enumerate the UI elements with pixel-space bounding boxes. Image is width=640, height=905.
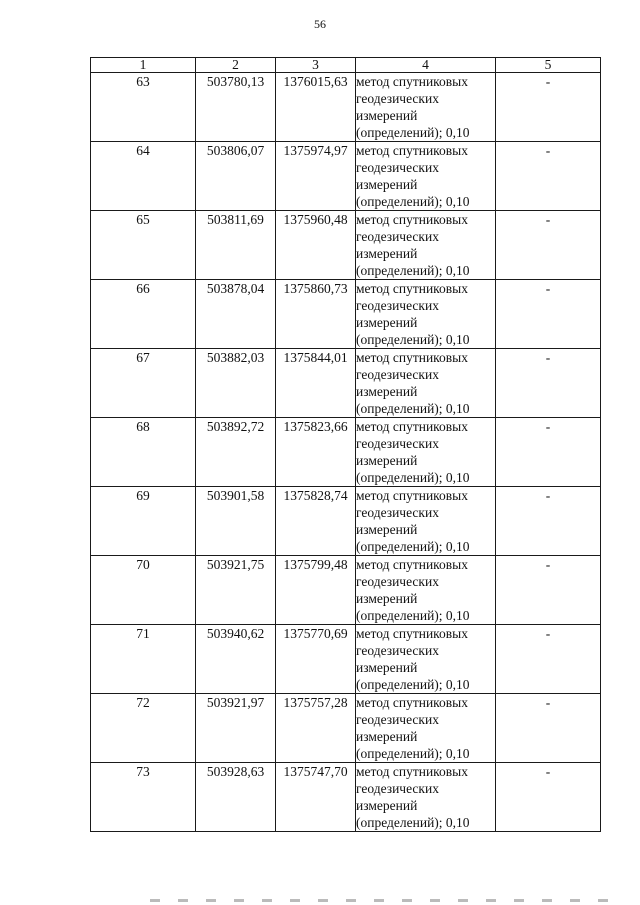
table-row bbox=[91, 211, 601, 280]
method-cell: метод спутниковых геодезических измерений (определений); 0,10 bbox=[356, 556, 496, 625]
point-number-cell: 73 bbox=[91, 763, 196, 832]
y-coordinate-cell: 1375770,69 bbox=[276, 625, 356, 694]
method-cell: метод спутниковых геодезических измерений (определений); 0,10 bbox=[356, 694, 496, 763]
x-coordinate-cell: 503780,13 bbox=[196, 73, 276, 142]
method-cell: метод спутниковых геодезических измерений (определений); 0,10 bbox=[356, 73, 496, 142]
method-cell: метод спутниковых геодезических измерений (определений); 0,10 bbox=[356, 142, 496, 211]
note-cell: - bbox=[496, 418, 601, 487]
table-row bbox=[91, 625, 601, 694]
point-number-cell: 71 bbox=[91, 625, 196, 694]
point-number-cell: 68 bbox=[91, 418, 196, 487]
table-row bbox=[91, 142, 601, 211]
x-coordinate-cell: 503928,63 bbox=[196, 763, 276, 832]
x-coordinate-cell: 503806,07 bbox=[196, 142, 276, 211]
y-coordinate-cell: 1375747,70 bbox=[276, 763, 356, 832]
point-number-cell: 70 bbox=[91, 556, 196, 625]
y-coordinate-cell: 1375974,97 bbox=[276, 142, 356, 211]
x-coordinate-cell: 503940,62 bbox=[196, 625, 276, 694]
header-col-5: 5 bbox=[496, 58, 601, 73]
table-row bbox=[91, 73, 601, 142]
method-cell: метод спутниковых геодезических измерений (определений); 0,10 bbox=[356, 625, 496, 694]
method-cell: метод спутниковых геодезических измерений (определений); 0,10 bbox=[356, 763, 496, 832]
x-coordinate-cell: 503878,04 bbox=[196, 280, 276, 349]
note-cell: - bbox=[496, 487, 601, 556]
method-cell: метод спутниковых геодезических измерений (определений); 0,10 bbox=[356, 349, 496, 418]
y-coordinate-cell: 1375823,66 bbox=[276, 418, 356, 487]
point-number-cell: 67 bbox=[91, 349, 196, 418]
point-number-cell: 72 bbox=[91, 694, 196, 763]
point-number-cell: 69 bbox=[91, 487, 196, 556]
method-cell: метод спутниковых геодезических измерений (определений); 0,10 bbox=[356, 487, 496, 556]
y-coordinate-cell: 1375799,48 bbox=[276, 556, 356, 625]
note-cell: - bbox=[496, 763, 601, 832]
y-coordinate-cell: 1375844,01 bbox=[276, 349, 356, 418]
x-coordinate-cell: 503921,97 bbox=[196, 694, 276, 763]
y-coordinate-cell: 1375860,73 bbox=[276, 280, 356, 349]
table-header-row bbox=[91, 58, 601, 73]
table-row bbox=[91, 349, 601, 418]
y-coordinate-cell: 1375960,48 bbox=[276, 211, 356, 280]
note-cell: - bbox=[496, 694, 601, 763]
header-col-4: 4 bbox=[356, 58, 496, 73]
x-coordinate-cell: 503811,69 bbox=[196, 211, 276, 280]
x-coordinate-cell: 503892,72 bbox=[196, 418, 276, 487]
y-coordinate-cell: 1375757,28 bbox=[276, 694, 356, 763]
y-coordinate-cell: 1375828,74 bbox=[276, 487, 356, 556]
y-coordinate-cell: 1376015,63 bbox=[276, 73, 356, 142]
table-row bbox=[91, 694, 601, 763]
note-cell: - bbox=[496, 625, 601, 694]
table-row bbox=[91, 280, 601, 349]
x-coordinate-cell: 503882,03 bbox=[196, 349, 276, 418]
point-number-cell: 66 bbox=[91, 280, 196, 349]
header-col-1: 1 bbox=[91, 58, 196, 73]
page-number: 56 bbox=[314, 17, 326, 31]
note-cell: - bbox=[496, 142, 601, 211]
table-row bbox=[91, 556, 601, 625]
note-cell: - bbox=[496, 349, 601, 418]
x-coordinate-cell: 503921,75 bbox=[196, 556, 276, 625]
note-cell: - bbox=[496, 73, 601, 142]
table-row bbox=[91, 418, 601, 487]
point-number-cell: 65 bbox=[91, 211, 196, 280]
header-col-3: 3 bbox=[276, 58, 356, 73]
method-cell: метод спутниковых геодезических измерений (определений); 0,10 bbox=[356, 280, 496, 349]
coordinates-table bbox=[90, 57, 601, 832]
note-cell: - bbox=[496, 280, 601, 349]
note-cell: - bbox=[496, 211, 601, 280]
table-row bbox=[91, 763, 601, 832]
table-row bbox=[91, 487, 601, 556]
footer-scan-artifact bbox=[150, 899, 610, 902]
note-cell: - bbox=[496, 556, 601, 625]
method-cell: метод спутниковых геодезических измерений (определений); 0,10 bbox=[356, 418, 496, 487]
point-number-cell: 63 bbox=[91, 73, 196, 142]
point-number-cell: 64 bbox=[91, 142, 196, 211]
method-cell: метод спутниковых геодезических измерений (определений); 0,10 bbox=[356, 211, 496, 280]
header-col-2: 2 bbox=[196, 58, 276, 73]
x-coordinate-cell: 503901,58 bbox=[196, 487, 276, 556]
